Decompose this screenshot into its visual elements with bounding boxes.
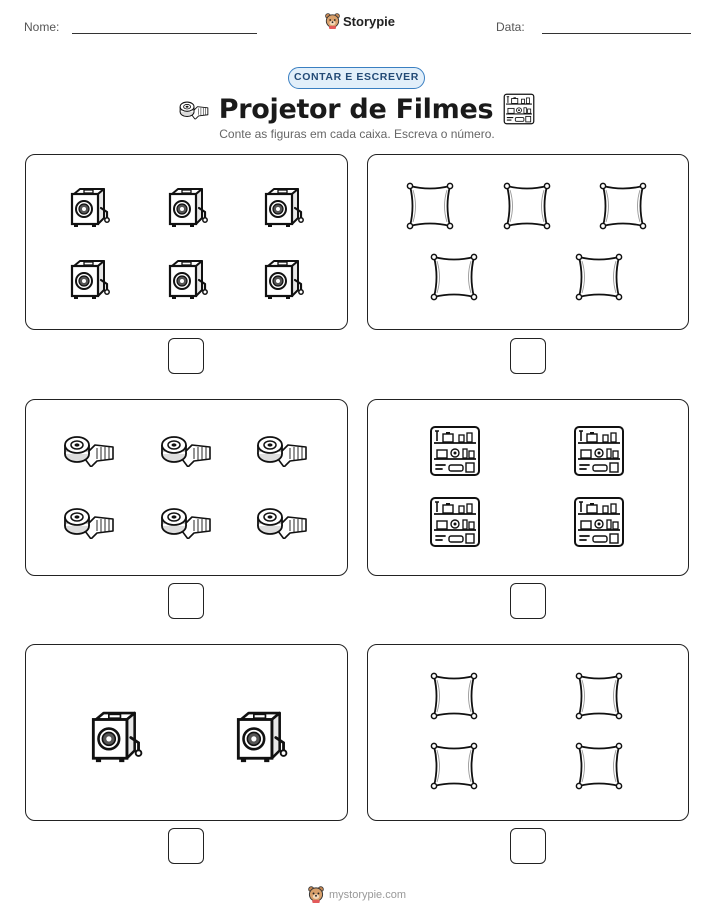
page-title: Projetor de Filmes: [218, 93, 494, 125]
projector-icon: [162, 182, 210, 230]
equipment-shelf-icon: [573, 496, 625, 548]
activity-badge: CONTAR E ESCREVER: [288, 67, 425, 89]
film-reel-icon: [179, 98, 209, 120]
screen-icon: [501, 180, 553, 232]
film-reel-icon: [256, 431, 308, 467]
screen-icon: [573, 740, 625, 792]
equipment-shelf-icon: [429, 425, 481, 477]
film-reel-icon: [256, 503, 308, 539]
answer-box-2[interactable]: [510, 338, 546, 374]
brand-name: Storypie: [343, 13, 396, 29]
equipment-shelf-icon: [573, 425, 625, 477]
screen-icon: [404, 180, 456, 232]
answer-box-3[interactable]: [168, 583, 204, 619]
screen-icon: [428, 251, 480, 303]
film-reel-icon: [160, 431, 212, 467]
footer-url[interactable]: mystorypie.com: [328, 888, 407, 901]
answer-box-5[interactable]: [168, 828, 204, 864]
equipment-shelf-icon: [429, 496, 481, 548]
answer-box-1[interactable]: [168, 338, 204, 374]
projector-icon: [258, 182, 306, 230]
answer-box-6[interactable]: [510, 828, 546, 864]
film-reel-icon: [63, 503, 115, 539]
date-line[interactable]: [542, 33, 691, 34]
count-box-6: [367, 644, 689, 821]
screen-icon: [428, 740, 480, 792]
film-reel-icon: [160, 503, 212, 539]
screen-icon: [573, 670, 625, 722]
projector-icon: [258, 254, 306, 302]
date-label: Data:: [496, 20, 525, 34]
count-box-3: [25, 399, 348, 576]
projector-icon: [228, 704, 290, 766]
bear-icon: [325, 13, 340, 29]
screen-icon: [573, 251, 625, 303]
film-reel-icon: [63, 431, 115, 467]
bear-icon: [308, 886, 324, 903]
instructions: Conte as figuras em cada caixa. Escreva o número.: [219, 127, 495, 141]
equipment-shelf-icon: [503, 93, 535, 125]
title-row: [0, 92, 714, 126]
footer: [0, 886, 714, 903]
count-box-4: [367, 399, 689, 576]
screen-icon: [428, 670, 480, 722]
projector-icon: [64, 182, 112, 230]
name-line[interactable]: [72, 33, 257, 34]
count-box-5: [25, 644, 348, 821]
screen-icon: [597, 180, 649, 232]
count-box-1: [25, 154, 348, 330]
name-label: Nome:: [24, 20, 60, 34]
projector-icon: [83, 704, 145, 766]
brand-logo: [325, 13, 395, 29]
answer-box-4[interactable]: [510, 583, 546, 619]
projector-icon: [162, 254, 210, 302]
projector-icon: [64, 254, 112, 302]
